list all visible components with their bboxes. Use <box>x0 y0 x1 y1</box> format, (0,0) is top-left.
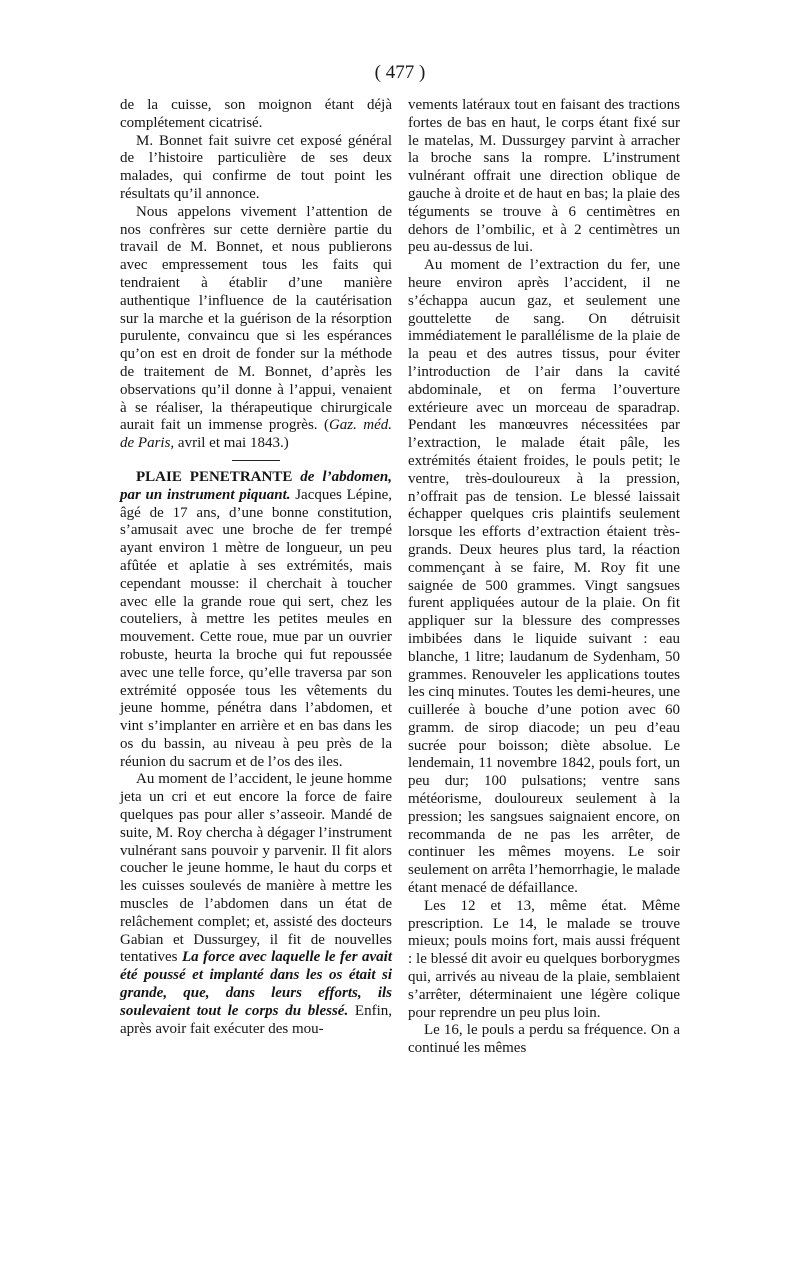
paragraph <box>120 204 392 453</box>
paragraph: Au moment de l’extraction du fer, une heure environ après l’accident, il ne s’échappa aucun gaz, et seulement une gouttelette de sang. On détruisit immédiatement le parallélisme de la plaie de la peau et des autres tissus, pour éviter l’introduction de l’air dans la cavité abdominale, et on ferma l’ouverture extérieure avec un morceau de sparadrap. Pendant les manœuvres nécessitées par l’extraction, le malade était pâle, les extrémités étaient froides, le pouls petit; le ventre, très-douloureux à la pression, n’offrait pas de tension. Le blessé laissait échapper quelques cris plaintifs seulement lorsque les efforts d’extraction étaient très-grands. Deux heures plus tard, la réaction commençant à se faire, M. Roy fit une saignée de 500 grammes. Vingt sangsues furent appliquées autour de la plaie. On fit appliquer sur la blessure des compresses imbibées dans le liquide suivant : eau blanche, 1 litre; laudanum de Sydenham, 50 grammes. Renouveler les applications toutes les cinq minutes. Toutes les demi-heures, une cuillerée à bouche d’une potion avec 60 gramm. de sirop diacode; un peu d’eau sucrée pour boisson; diète absolue. Le lendemain, 11 novembre 1842, pouls fort, un peu dur; 100 pulsations; ventre sans météorisme, douloureux seulement à la pression; les sangsues saignaient encore, on recommanda de ne pas les arrêter, de continuer les mêmes moyens. Le soir seulement on arrêta l’hemorrhagie, le malade étant menacé de défaillance. <box>408 257 680 897</box>
right-column <box>408 97 680 1058</box>
paragraph: M. Bonnet fait suivre cet exposé général de l’histoire particulière de ses deux malades, qui confirme de tout point les résultats qu’il annonce. <box>120 132 392 202</box>
citation: Gaz. méd. de Paris, <box>120 417 392 452</box>
paragraph: vements latéraux tout en faisant des tractions fortes de bas en haut, le corps étant fixé sur le matelas, M. Dussurgey parvint à arracher la broche sans la rompre. L’instrument vulnérant offrait une direction oblique de gauche à droite et de haut en bas; la plaie des téguments se trouve à 6 centimètres en dehors de l’ombilic, et à 2 centimètres un peu au-dessus de lui. <box>408 97 680 256</box>
page-number: ( 477 ) <box>374 62 426 83</box>
paragraph: Les 12 et 13, même état. Même prescription. Le 14, le malade se trouve mieux; pouls moins fort, mais aussi fréquent : le blessé dit avoir eu quelques borborygmes qui, arrivés au niveau de la plaie, semblaient s’arrêter, déterminaient une légère colique pour reprendre un peu plus loin. <box>408 897 680 1021</box>
paragraph: Le 16, le pouls a perdu sa fréquence. On a continué les mêmes <box>408 1022 680 1057</box>
left-column <box>120 97 392 1038</box>
paragraph <box>120 771 392 1038</box>
paragraph-text: Nous appelons vivement l’attention de nos confrères sur cette dernière partie du travail de M. Bonnet, et nous publierons avec empressement tous les faits qui tendraient à établir d’une manière authentique l’influence de la cautérisation sur la marche et la guérison de la résorption purulente, convaincu que si les espérances qu’on est en droit de fonder sur la méthode de traitement de M. Bonnet, d’après les observations qu’il donne à l’appui, venaient à se réaliser, la thérapeutique chirurgicale aurait fait un immense progrès. ( <box>120 203 392 434</box>
section-heading-italic: de l’abdomen, par un instrument piquant. <box>120 468 392 503</box>
paragraph: de la cuisse, son moignon étant déjà complétement cicatrisé. <box>120 97 392 131</box>
paragraph-text: Enfin, après avoir fait exécuter des mou- <box>120 1002 392 1037</box>
paragraph-text: Jacques Lépine, âgé de 17 ans, d’une bonne constitution, s’amusait avec une broche de fer trempé ayant environ 1 mètre de longueur, un peu afûtée et aplatie à ses extrémités, mais cependant mousse: il cherchait à toucher avec elle la grande roue qui sert, chez les couteliers, à mettre les petites meules en mouvement. Cette roue, mue par un ouvrier robuste, heurta la broche qui fut repoussée avec une telle force, qu’elle traversa par son extrémité opposée tous les vêtements du jeune homme, pénétra dans l’abdomen, et vint s’implanter en arrière et en bas dans les os du bassin, au niveau à peu près de la réunion du sacrum et de l’os des iles. <box>120 486 392 770</box>
section-divider <box>232 460 280 461</box>
paragraph-text: Au moment de l’accident, le jeune homme jeta un cri et eut encore la force de faire quelques pas pour aller s’asseoir. Mandé de suite, M. Roy chercha à dégager l’instrument vulnérant sans pouvoir y parvenir. Il fit alors coucher le jeune homme, le haut du corps et les cuisses soulevés de manière à mettre les muscles de l’abdomen dans un état de relâchement complet; et, assisté des docteurs Gabian et Dussurgey, il fit de nouvelles tentatives <box>120 771 392 966</box>
emphasis: La force avec laquelle le fer avait été poussé et implanté dans les os était si grande, que, dans leurs efforts, ils soulevaient tout le corps du blessé. <box>120 949 392 1019</box>
section-heading: PLAIE PENETRANTE <box>136 468 293 485</box>
paragraph <box>120 469 392 772</box>
paragraph-text: avril et mai 1843.) <box>174 435 289 452</box>
